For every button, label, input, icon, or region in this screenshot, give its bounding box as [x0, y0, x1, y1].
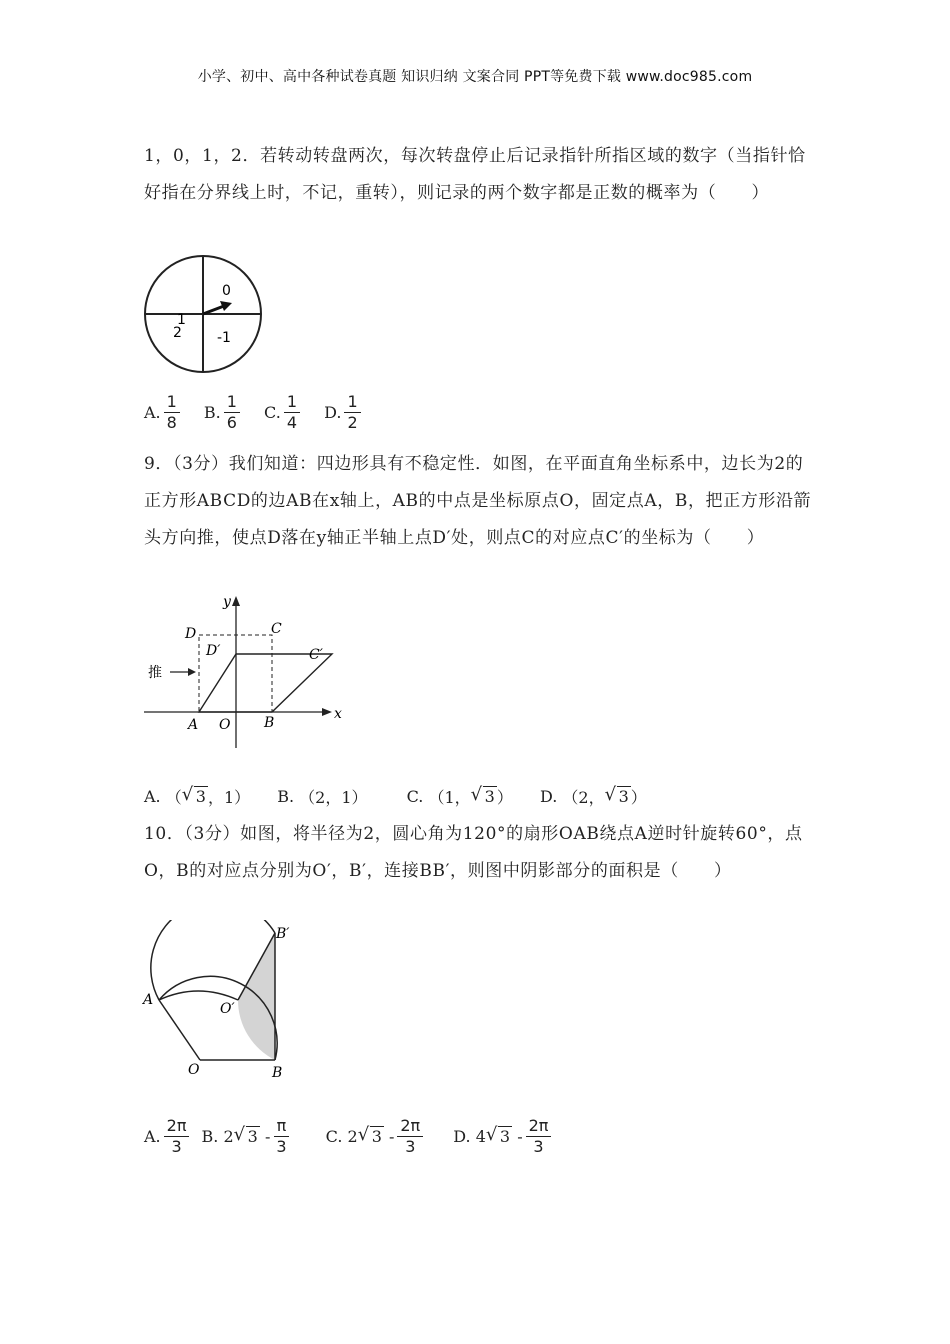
label-D: D: [185, 626, 197, 642]
q9-options: [144, 785, 663, 808]
label-B: B: [264, 715, 275, 731]
q8-text: 1，0，1，2．若转动转盘两次，每次转盘停止后记录指针所指区域的数字（当指针恰好指在分界线上时，不记，重转），则记录的两个数字都是正数的概率为（ ）: [144, 146, 806, 203]
label-y: y: [223, 594, 231, 610]
q8-options: [144, 392, 380, 433]
q8-option-c[interactable]: C. $\frac{1}{4}$: [264, 392, 303, 433]
q9-option-d[interactable]: D. （2， √ 3 ）: [540, 785, 647, 808]
label-O: O: [188, 1062, 200, 1078]
q10-option-d[interactable]: D. 4 √ 3 - $\frac{2\pi}{3}$: [453, 1116, 554, 1157]
q10-options: [144, 1116, 570, 1157]
q8-option-b[interactable]: B. $\frac{1}{6}$: [204, 392, 243, 433]
page-header: 小学、初中、高中各种试卷真题 知识归纳 文案合同 PPT等免费下载 www.doc985.com: [197, 69, 753, 85]
square-push-figure: [140, 590, 360, 755]
label-A: A: [188, 717, 199, 733]
sector-rotation-figure: [140, 920, 300, 1085]
q10-text: 10．（3分）如图，将半径为2，圆心角为120°的扇形OAB绕点A逆时针旋转60°，点O，B的对应点分别为O′，B′，连接BB′，则图中阴影部分的面积是（ ）: [144, 824, 803, 881]
spinner-figure: [140, 252, 270, 377]
q8-option-a[interactable]: A. $\frac{1}{8}$: [144, 392, 183, 433]
label-D-prime: D′: [206, 643, 221, 659]
q9-option-a[interactable]: A. （ √ 3 ，1）: [144, 785, 250, 808]
label-push: 推: [148, 665, 162, 681]
label-C-prime: C′: [309, 647, 323, 663]
q10-option-c[interactable]: C. 2 √ 3 - $\frac{2\pi}{3}$: [326, 1116, 427, 1157]
q9-option-c[interactable]: C. （1， √ 3 ）: [407, 785, 513, 808]
label-C: C: [271, 621, 282, 637]
spinner-label-2: 2: [173, 325, 182, 341]
q8-option-d[interactable]: D. $\frac{1}{2}$: [324, 392, 364, 433]
spinner-label-0: 0: [222, 283, 231, 299]
spinner-label-1: 1: [177, 312, 186, 328]
label-x: x: [334, 706, 342, 722]
label-B-prime: B′: [276, 926, 290, 942]
q10-option-a[interactable]: A. $\frac{2\pi}{3}$: [144, 1116, 192, 1157]
q9-option-b[interactable]: B. （2，1）: [277, 787, 368, 807]
q9-text: 9．（3分）我们知道：四边形具有不稳定性．如图，在平面直角坐标系中，边长为2的正方形ABCD的边AB在x轴上，AB的中点是坐标原点O，固定点A，B，把正方形沿箭头方向推，使点D落在y轴正半轴上点D′处，则点C的对应点C′的坐标为（ ）: [144, 454, 812, 548]
q10-option-b[interactable]: B. 2 √ 3 - $\frac{\pi}{3}$: [202, 1116, 293, 1157]
label-O-prime: O′: [220, 1001, 235, 1017]
spinner-pointer: [203, 306, 224, 314]
label-A: A: [143, 992, 154, 1008]
label-B: B: [272, 1065, 283, 1081]
label-O: O: [219, 717, 231, 733]
spinner-label-neg1: -1: [217, 330, 231, 346]
